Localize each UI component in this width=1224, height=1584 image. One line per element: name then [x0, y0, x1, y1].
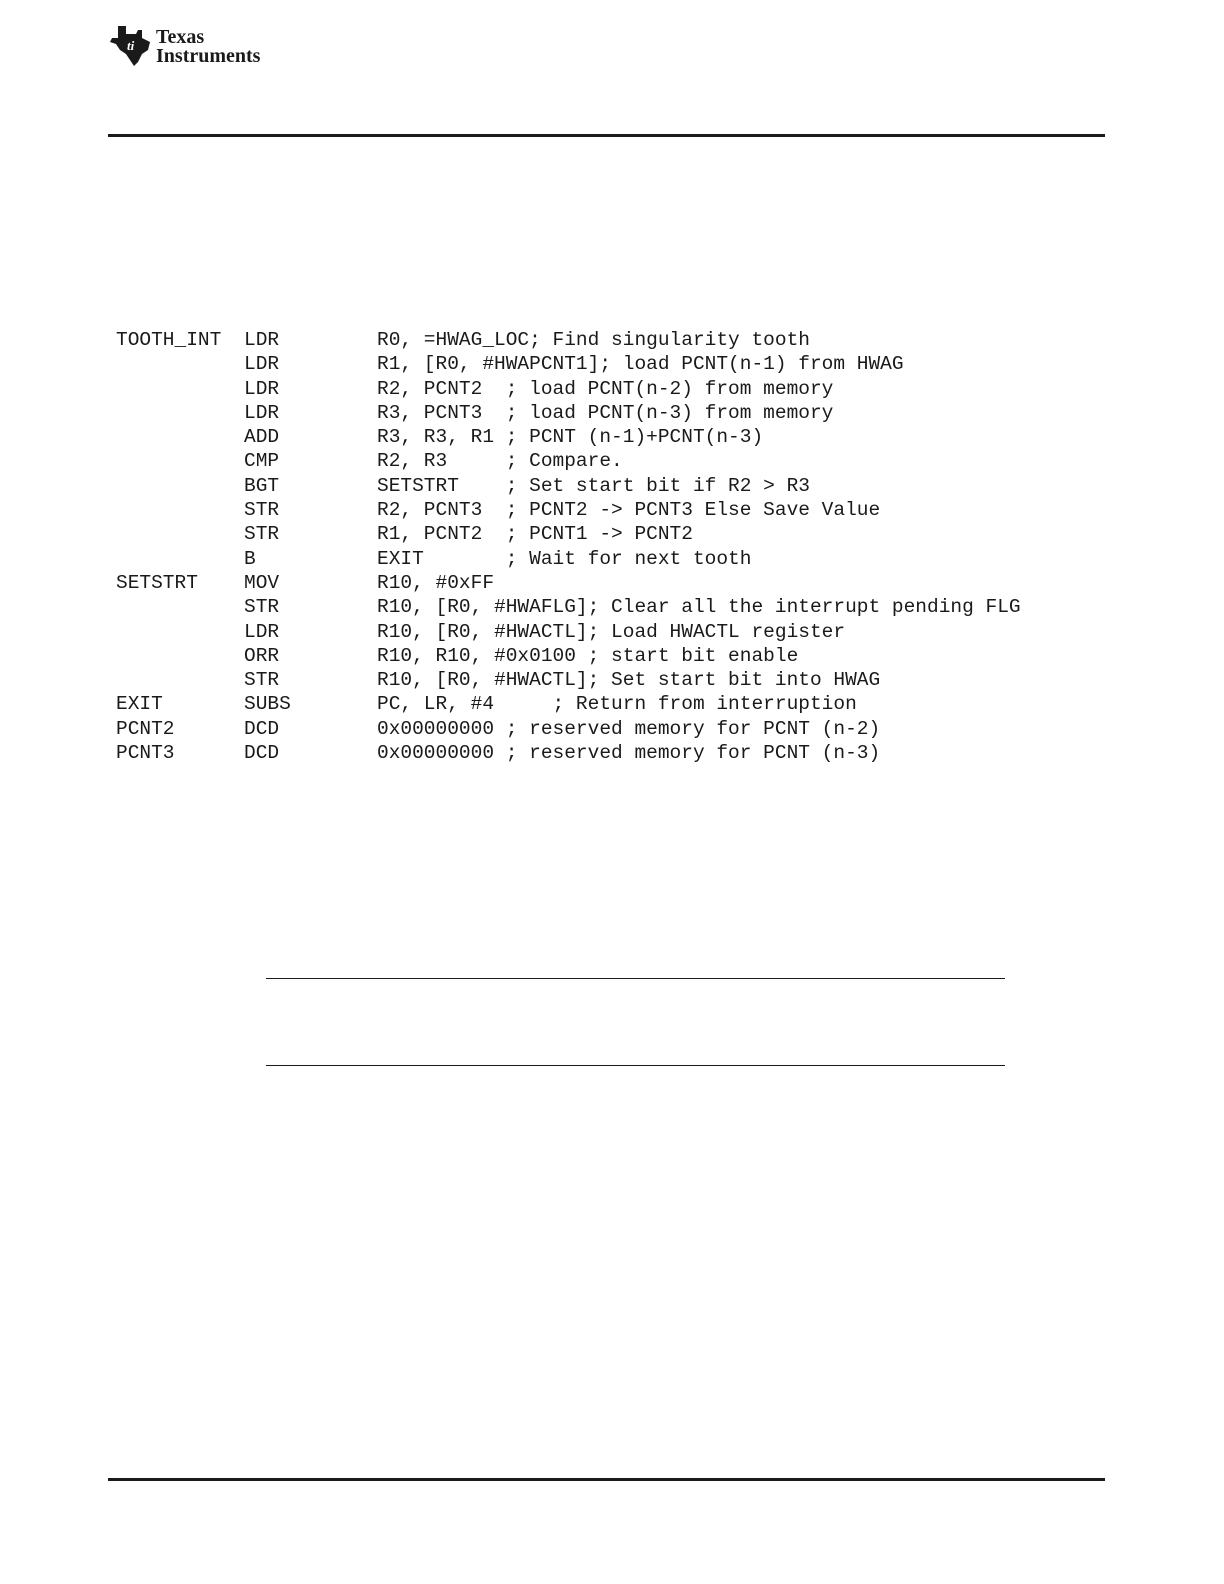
header-rule	[108, 134, 1105, 137]
code-opcode: SUBS	[244, 693, 291, 716]
code-operands: R3, PCNT3 ; load PCNT(n-3) from memory	[377, 401, 834, 424]
code-opcode: DCD	[244, 717, 280, 740]
code-opcode: B	[244, 547, 256, 570]
code-opcode: STR	[244, 499, 280, 522]
logo-line-2: Instruments	[156, 45, 261, 67]
code-opcode: BGT	[244, 474, 280, 497]
svg-text:ti: ti	[127, 38, 135, 53]
code-opcode: LDR	[244, 353, 280, 376]
code-operands: R2, PCNT3 ; PCNT2 -> PCNT3 Else Save Value	[377, 499, 881, 522]
code-opcode: CMP	[244, 450, 280, 473]
code-operands: R10, #0xFF	[377, 571, 495, 594]
code-label: PCNT3	[116, 742, 175, 765]
note-bottom-rule	[266, 1065, 1005, 1066]
code-operands: EXIT ; Wait for next tooth	[377, 547, 752, 570]
ti-logo	[108, 24, 260, 72]
code-operands: R1, PCNT2 ; PCNT1 -> PCNT2	[377, 523, 693, 546]
code-operands: R1, [R0, #HWAPCNT1]; load PCNT(n-1) from HWAG	[377, 353, 904, 376]
texas-state-icon	[108, 24, 152, 68]
code-operands: R2, R3 ; Compare.	[377, 450, 623, 473]
code-opcode: LDR	[244, 329, 280, 351]
code-label: EXIT	[116, 693, 163, 716]
note-top-rule	[266, 978, 1005, 979]
code-opcode: DCD	[244, 742, 280, 765]
code-opcode: MOV	[244, 571, 280, 594]
logo-wordmark	[156, 28, 260, 66]
code-operands: R3, R3, R1 ; PCNT (n-1)+PCNT(n-3)	[377, 426, 764, 449]
code-operands: R10, R10, #0x0100 ; start bit enable	[377, 644, 799, 667]
code-label: TOOTH_INT	[116, 329, 222, 351]
code-opcode: STR	[244, 596, 280, 619]
code-operands: SETSTRT ; Set start bit if R2 > R3	[377, 474, 810, 497]
code-opcode: LDR	[244, 620, 280, 643]
code-opcode: ADD	[244, 426, 280, 449]
code-operands: R10, [R0, #HWAFLG]; Clear all the interrupt pending FLG	[377, 596, 1021, 619]
code-opcode: ORR	[244, 644, 280, 667]
code-operands: R2, PCNT2 ; load PCNT(n-2) from memory	[377, 377, 834, 400]
code-operands: PC, LR, #4 ; Return from interruption	[377, 693, 857, 716]
code-operands: 0x00000000 ; reserved memory for PCNT (n-2)	[377, 717, 881, 740]
code-label: PCNT2	[116, 717, 175, 740]
code-operands: R10, [R0, #HWACTL]; Set start bit into HWAG	[377, 669, 881, 692]
code-operands: 0x00000000 ; reserved memory for PCNT (n-3)	[377, 742, 881, 765]
code-operands: R10, [R0, #HWACTL]; Load HWACTL register	[377, 620, 846, 643]
code-operands: R0, =HWAG_LOC; Find singularity tooth	[377, 329, 810, 351]
logo-line-1: Texas	[156, 26, 205, 48]
code-label: SETSTRT	[116, 571, 198, 594]
footer-rule	[108, 1478, 1105, 1481]
code-opcode: STR	[244, 523, 280, 546]
code-opcode: STR	[244, 669, 280, 692]
code-opcode: LDR	[244, 377, 280, 400]
code-opcode: LDR	[244, 401, 280, 424]
